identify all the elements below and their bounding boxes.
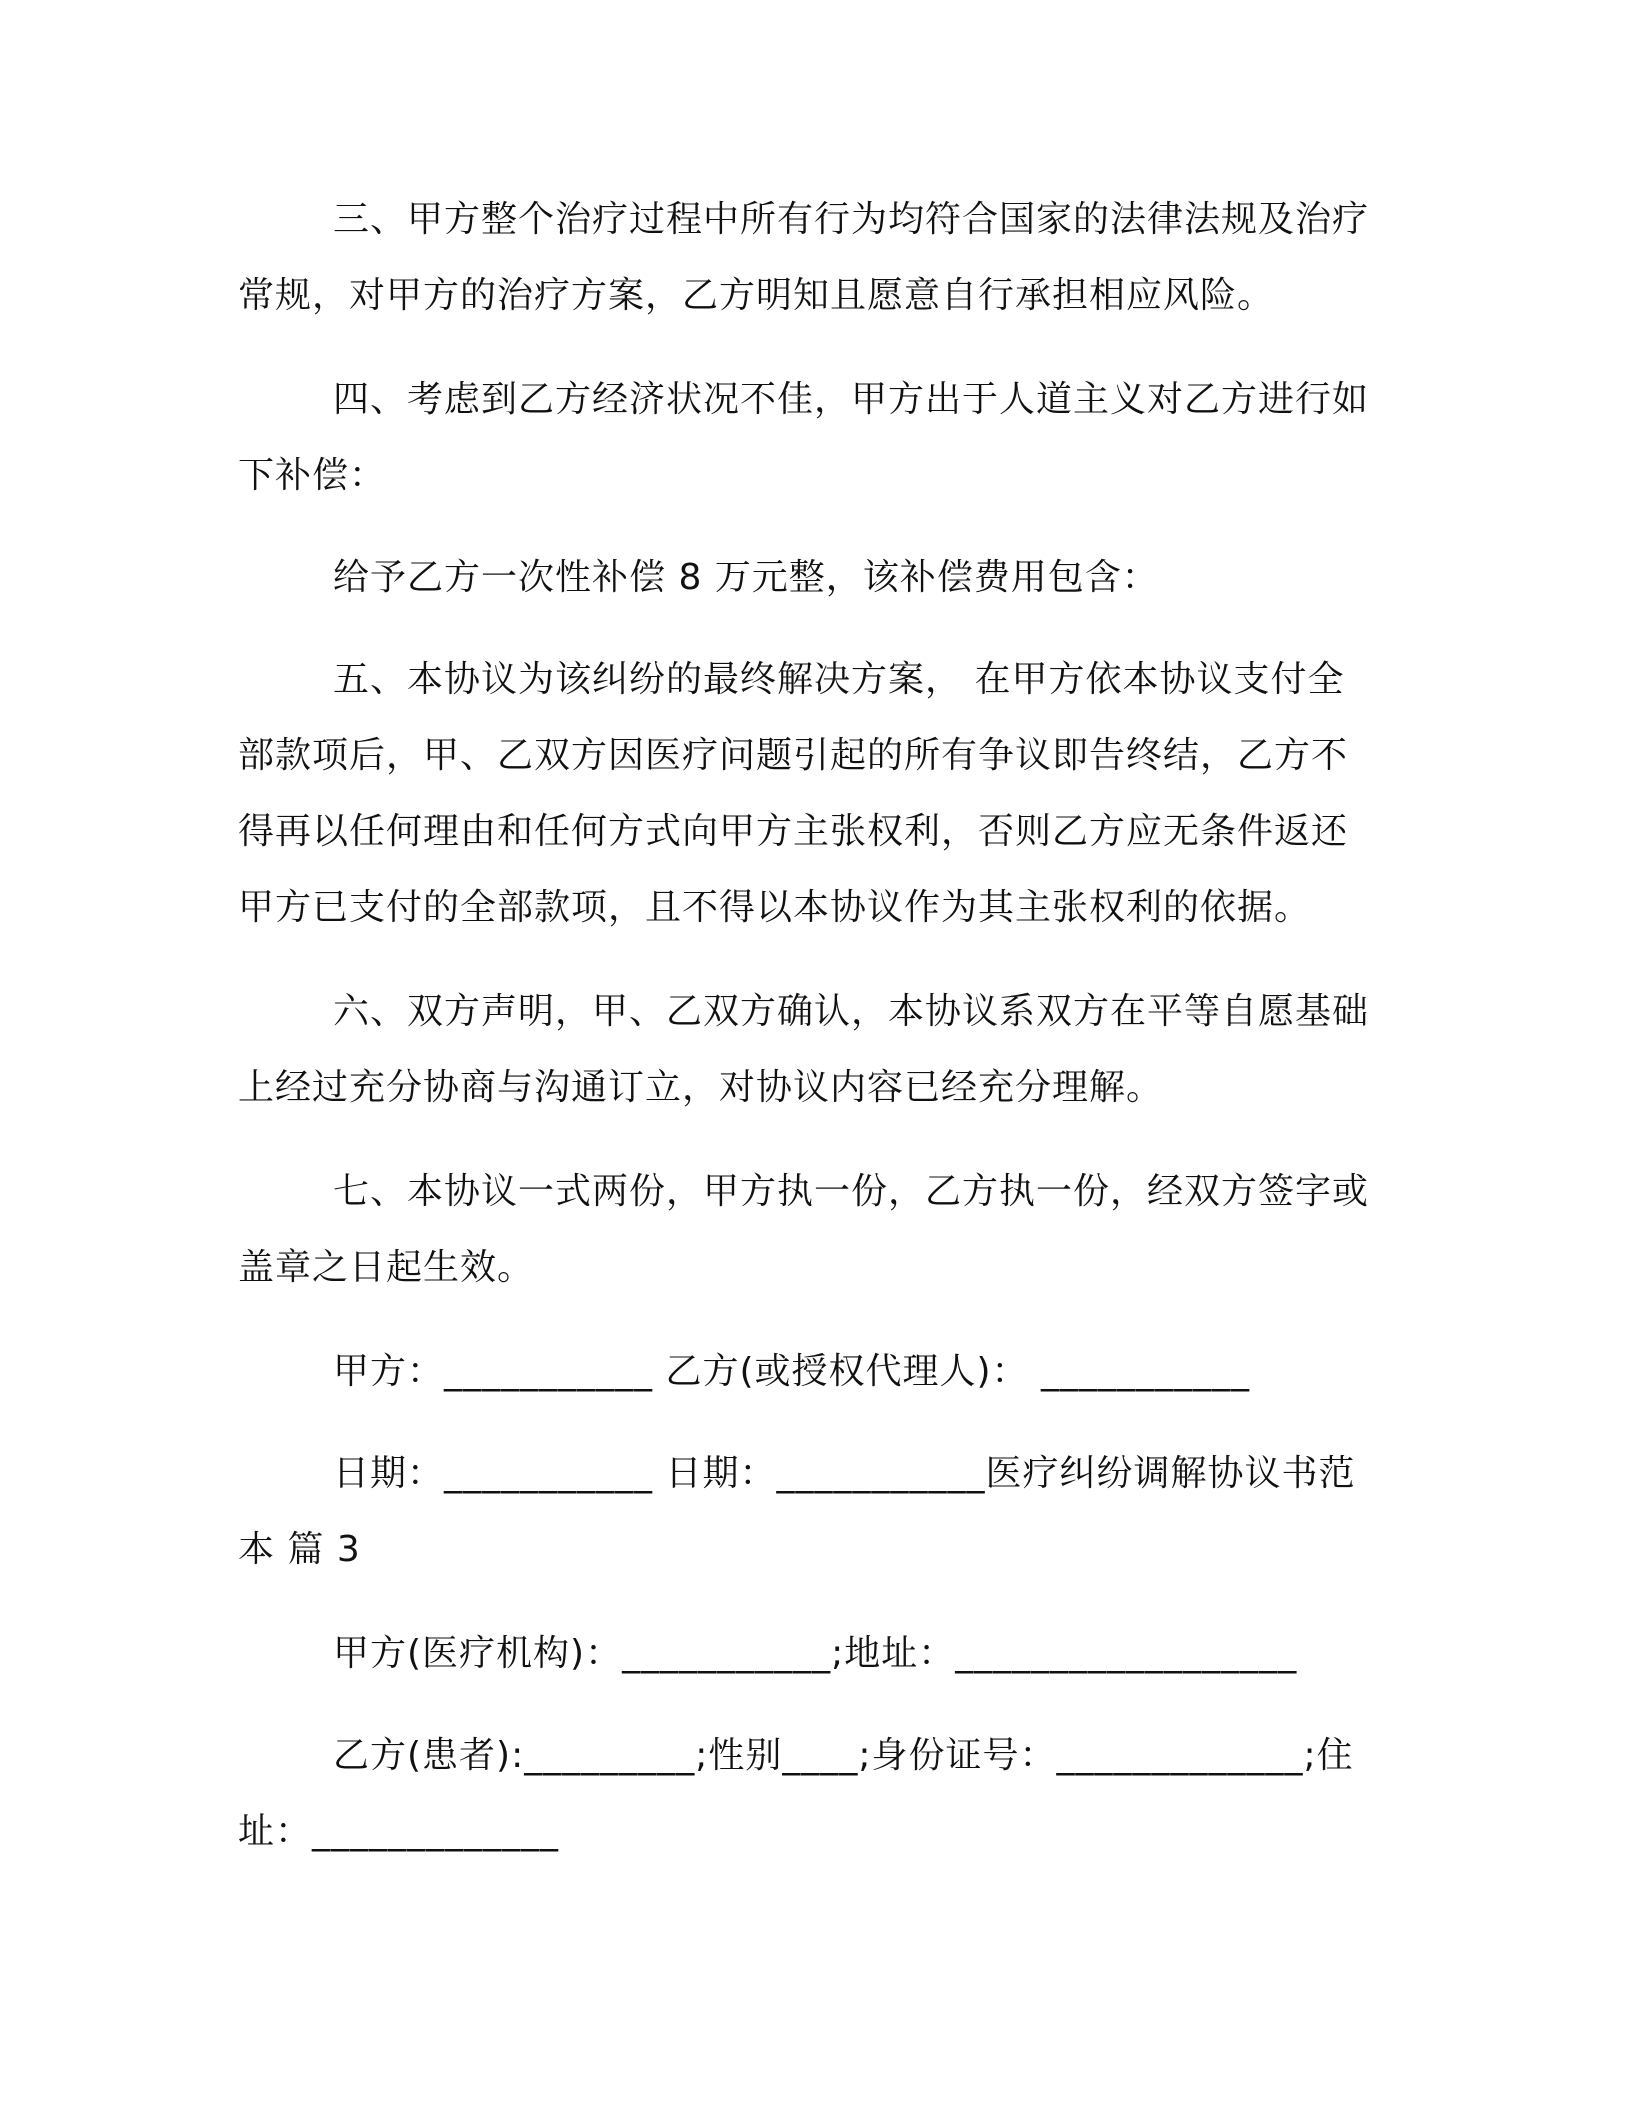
party-b-line: 乙方(患者):_________;性别____;身份证号：_____________;住址：_____________ bbox=[238, 1735, 1354, 1852]
compensation-paragraph: 给予乙方一次性补偿 8 万元整，该补偿费用包含： bbox=[333, 557, 1159, 598]
clause-7-paragraph: 七、本协议一式两份，甲方执一份，乙方执一份，经双方签字或盖章之日起生效。 bbox=[238, 1171, 1370, 1288]
document-body bbox=[238, 182, 1378, 1870]
clause-4-paragraph: 四、考虑到乙方经济状况不佳，甲方出于人道主义对乙方进行如下补偿： bbox=[238, 379, 1370, 496]
party-a-line: 甲方(医疗机构)：___________;地址：__________________ bbox=[333, 1633, 1298, 1674]
clause-6-paragraph: 六、双方声明，甲、乙双方确认，本协议系双方在平等自愿基础上经过充分协商与沟通订立，对协议内容已经充分理解。 bbox=[238, 991, 1370, 1108]
signature-line: 甲方：___________ 乙方(或授权代理人)： ___________ bbox=[333, 1351, 1250, 1392]
clause-5-paragraph: 五、本协议为该纠纷的最终解决方案， 在甲方依本协议支付全部款项后，甲、乙双方因医疗问题引起的所有争议即告终结，乙方不得再以任何理由和任何方式向甲方主张权利，否则乙方应无条件返还甲方已支付的全部款项，且不得以本协议作为其主张权利的依据。 bbox=[238, 659, 1349, 928]
clause-3-paragraph: 三、甲方整个治疗过程中所有行为均符合国家的法律法规及治疗常规，对甲方的治疗方案，乙方明知且愿意自行承担相应风险。 bbox=[238, 199, 1370, 316]
date-line: 日期：___________ 日期：___________医疗纠纷调解协议书范本 篇 3 bbox=[238, 1453, 1356, 1570]
